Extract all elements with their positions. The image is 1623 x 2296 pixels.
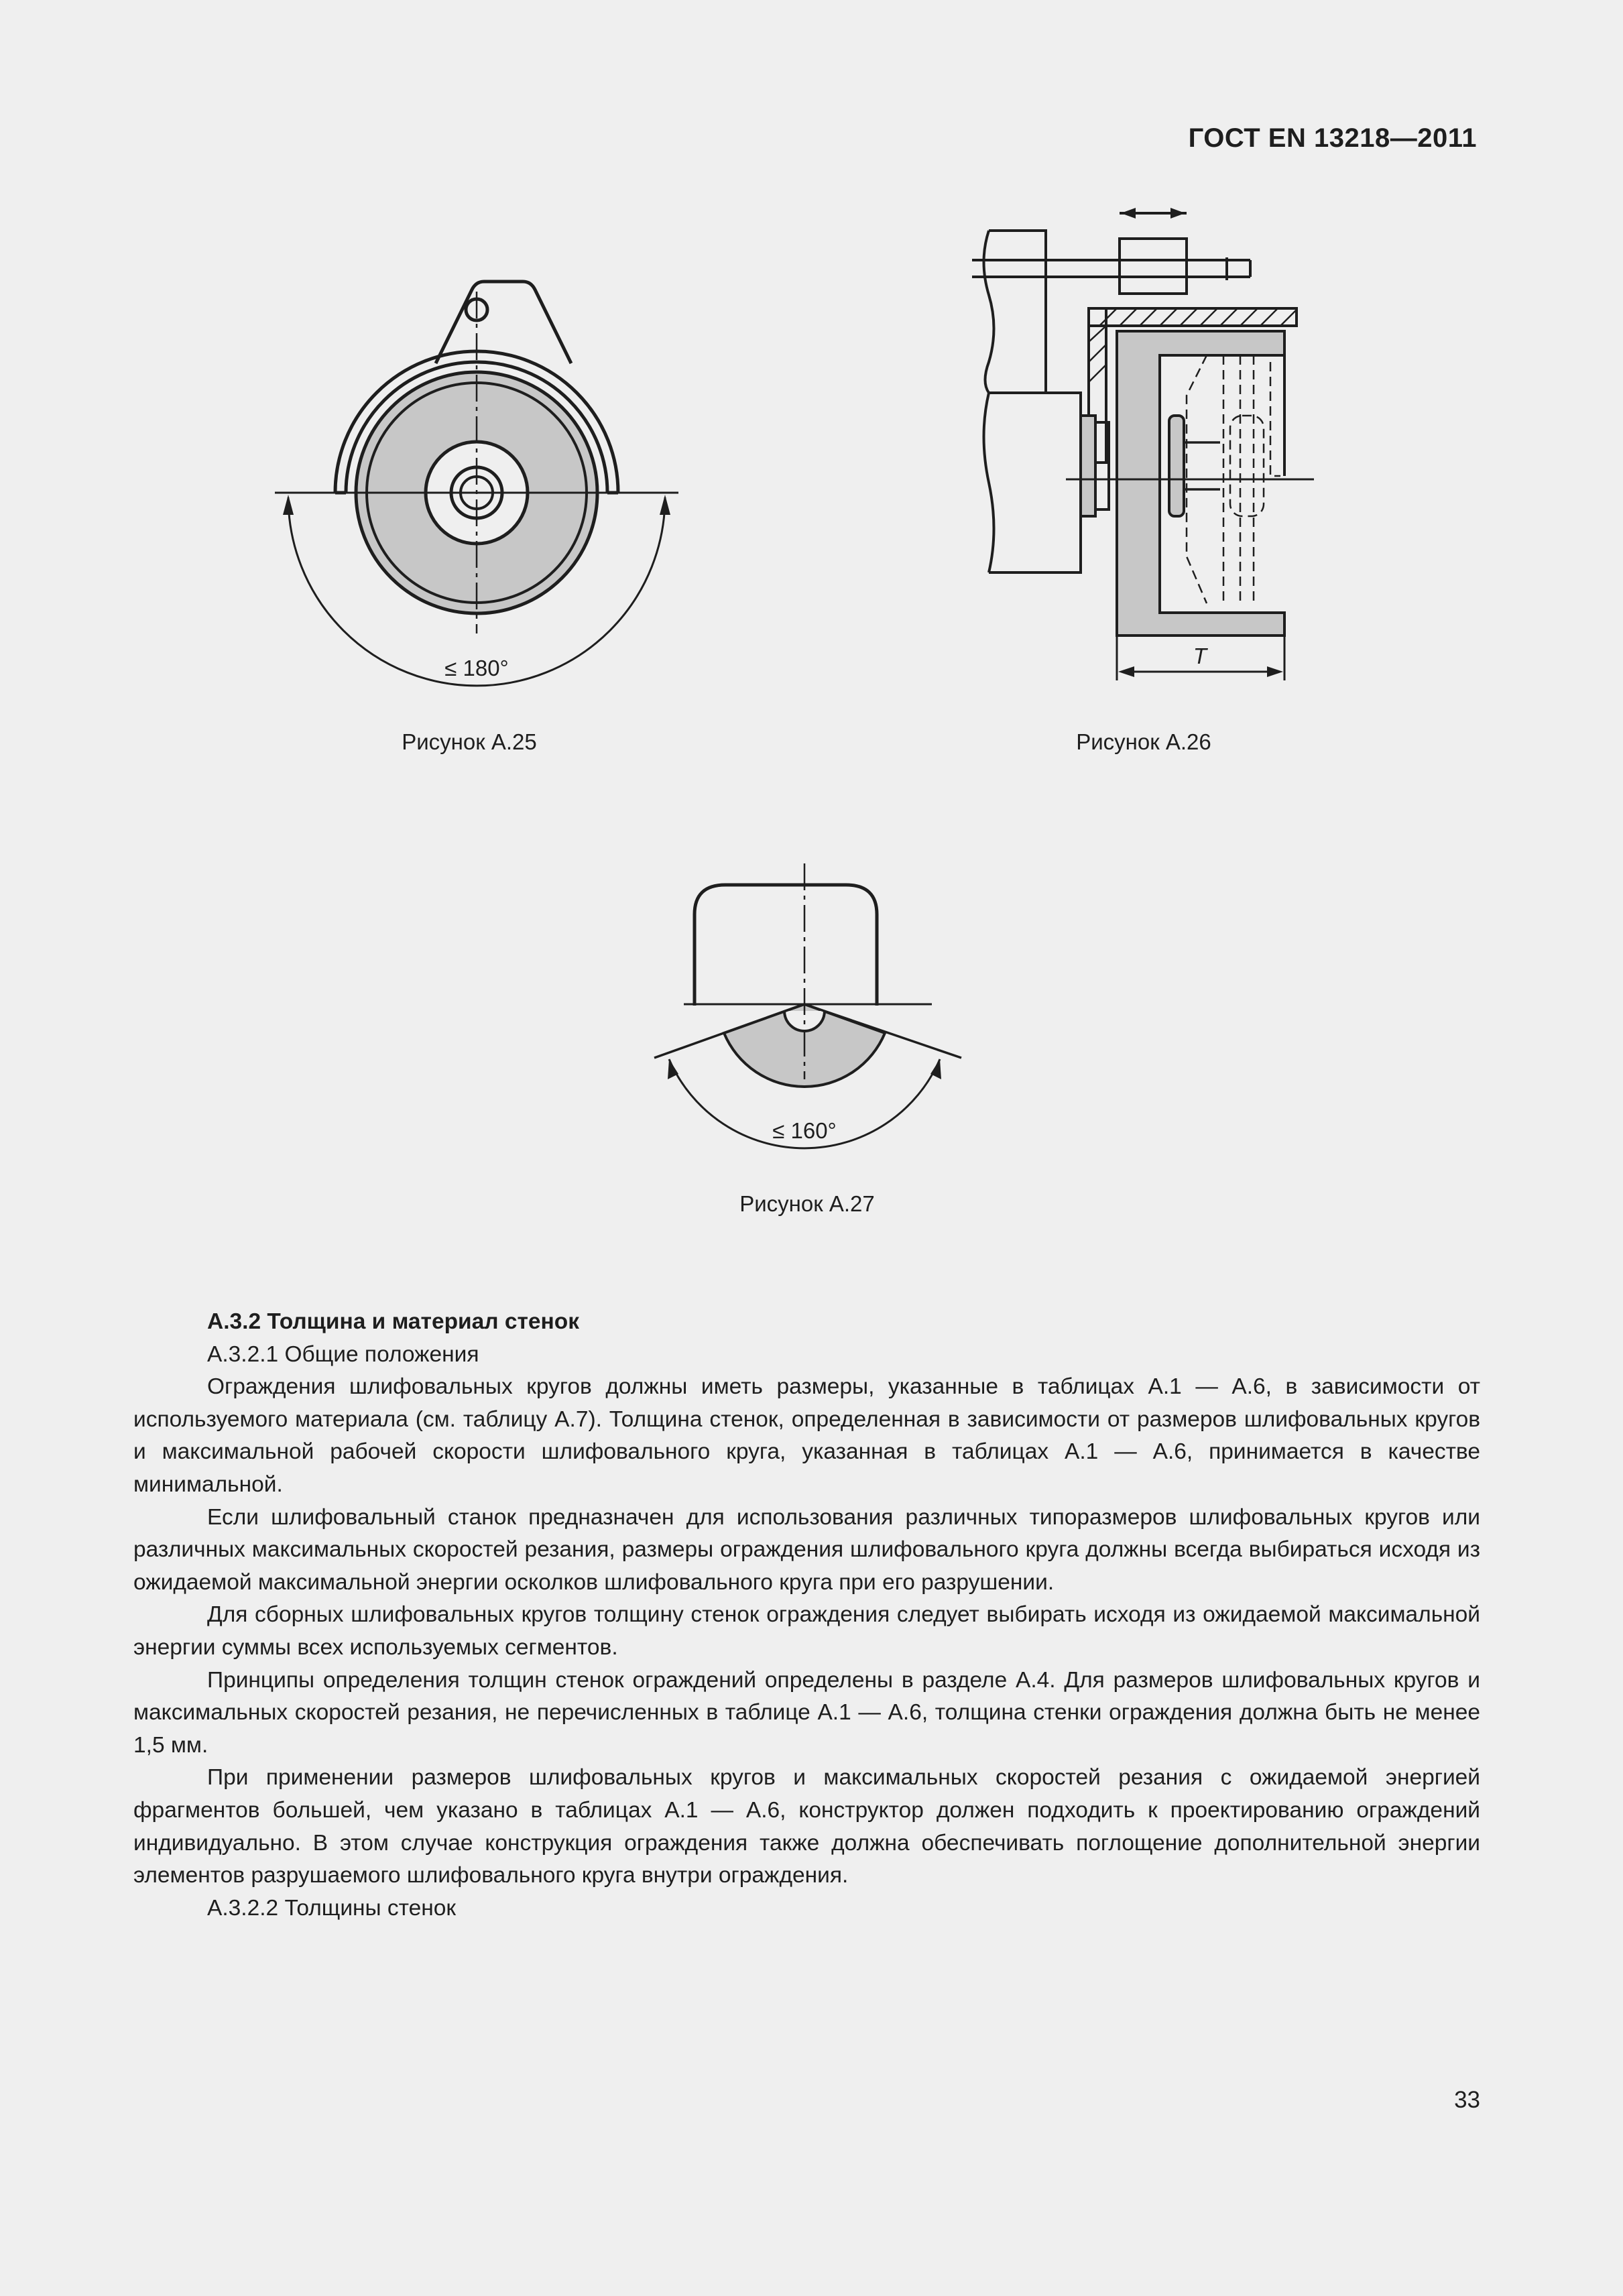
caption-a27: Рисунок А.27: [739, 1191, 875, 1216]
section-heading: А.3.2 Толщина и материал стенок: [207, 1309, 579, 1334]
figure-a26-drawing: [965, 194, 1327, 690]
motor-body-upper: [989, 231, 1046, 393]
guard-housing: [695, 885, 877, 1006]
figure-a25-drawing: [268, 268, 697, 697]
page-number: 33: [1454, 2087, 1480, 2113]
document-header: ГОСТ EN 13218—2011: [1188, 123, 1477, 153]
caption-a26: Рисунок А.26: [1076, 729, 1211, 754]
paragraph: Принципы определения толщин стенок ограждений определены в разделе А.4. Для размеров шлифовальных кругов и максимальных скоростей резания, не перечисленных в таблице А.1 — А.6, толщина стенки ограждения должна быть не менее 1,5 мм.: [133, 1667, 1480, 1758]
subsection-heading-2: А.3.2.2 Толщины стенок: [207, 1895, 457, 1921]
figure-a26: [965, 194, 1327, 690]
paragraph: Ограждения шлифовальных кругов должны иметь размеры, указанные в таблицах А.1 — А.6, в зависимости от используемого материала (см. таблицу А.7). Толщина стенок, определенная в зависимости от размеров шлифовальных кругов и максимальной рабочей скорости шлифовального круга, указанная в таблицах А.1 — А.6, принимается в качестве минимальной.: [133, 1374, 1480, 1497]
guard-top-plate: [1089, 308, 1297, 326]
paragraph: При применении размеров шлифовальных кругов и максимальных скоростей резания с ожидаемой энергией фрагментов большей, чем указано в таблицах А.1 — А.6, конструктор должен подходить к проектированию ограждений индивидуально. В этом случае конструкция ограждения также должна обеспечивать поглощение дополнительной энергии элементов разрушаемого шлифовального круга внутри ограждения.: [133, 1765, 1480, 1888]
section-body: [133, 1306, 1480, 1925]
figure-a25: [268, 268, 697, 697]
angle-label-180: ≤ 180°: [444, 656, 509, 680]
wheel-flange: [1169, 416, 1184, 516]
motor-housing: [989, 393, 1081, 572]
figure-a27: [630, 858, 979, 1153]
caption-a25: Рисунок А.25: [402, 729, 537, 754]
paragraph: Для сборных шлифовальных кругов толщину стенок ограждения следует выбирать исходя из ожидаемой максимальной энергии суммы всех используемых сегментов.: [133, 1602, 1480, 1660]
figure-a27-drawing: [630, 858, 979, 1153]
subsection-heading-1: А.3.2.1 Общие положения: [207, 1341, 479, 1367]
dimension-label-t: T: [1193, 644, 1207, 668]
paragraph: Если шлифовальный станок предназначен для использования различных типоразмеров шлифовальных кругов или различных максимальных скоростей резания, размеры ограждения шлифовального круга должны всегда выбираться исходя из ожидаемой максимальной энергии осколков шлифовального круга при его разрушении.: [133, 1504, 1480, 1595]
adjuster-block: [1120, 239, 1187, 294]
angle-label-160: ≤ 160°: [772, 1118, 837, 1143]
